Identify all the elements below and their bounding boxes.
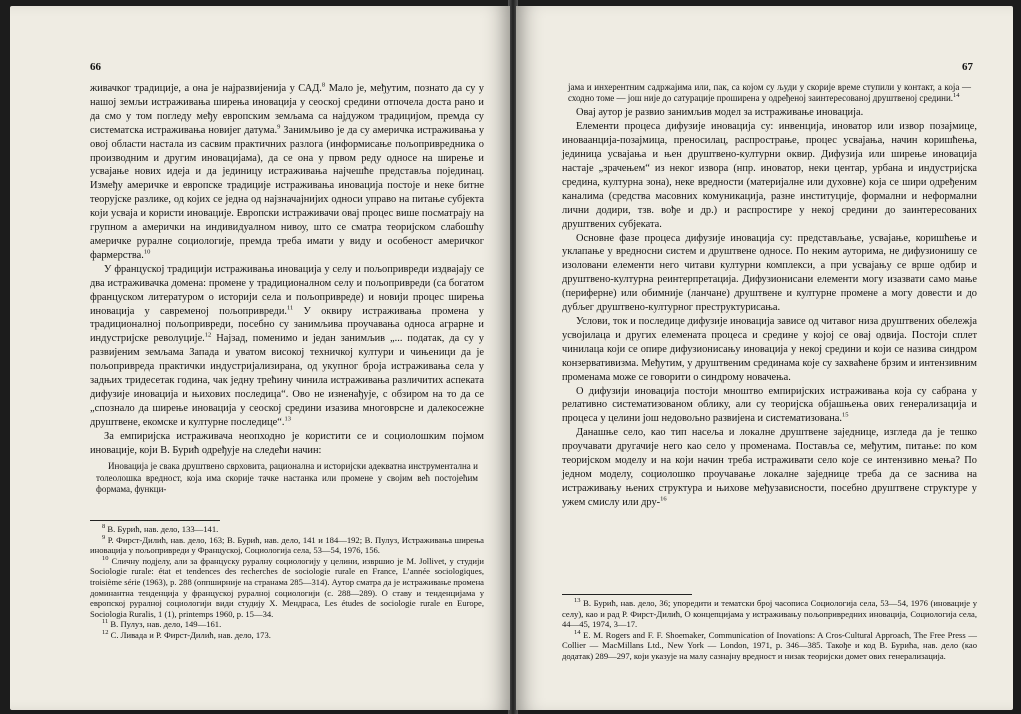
footnote-text: С. Ливада и Р. Фирст-Дилић, нав. дело, 173.: [110, 629, 271, 640]
text-run: У оквиру истраживања промена у традиционалној пољопривреди, посебно су занимљива проучавања односа аграрне и индустријске револуције.: [90, 305, 484, 345]
paragraph: [90, 263, 484, 430]
footnote-text: В. Пулуз, нав. дело, 149—161.: [110, 619, 222, 630]
footnote-text: В. Бурић, нав. дело, 133—141.: [107, 524, 219, 534]
footnote: [90, 535, 484, 556]
footnote-ref: 8: [321, 81, 326, 89]
footnote: [562, 630, 977, 662]
block-quote: [90, 461, 484, 495]
footnote-ref: 16: [660, 495, 667, 503]
footnote-ref: 9: [277, 123, 281, 131]
paragraph: Основне фазе процеса дифузије иновација су: представљање, усвајање, коришћење и уклапање у вредносни систем и друштвене односе. По неким ауторима, не дифузионишу се изоловани елементи него читави културни комплекси, а при усвајању се врше одбир и друштвено-културна реинтерпретација. Дифузионисани елементи могу изазвати само мање (периферне) или обимније (ланчане) друштвене и културне промене а могу довести и до дубљег друштвено-културног преструктурисања.: [562, 232, 977, 314]
paragraph: Елементи процеса дифузије иновација су: инвенција, иноватор или извор позајмице, иноваанција-позајмица, преносилац, распрострање, процес усвајања, начин коришћења, јединица усвајања и њен друштвено-културни оквир. Дифузија или ширење иновација настаје „зрачењем“ из неког извора (нпр. иноватор, неки центар, урбана и индустријска средина, културна зона), неке вредности (материјалне или духовне) која се шири одређеним каналима (средства масовних комуникација, разне институције, формални и неформални лични додири, тзв. вође и др.) и распростире у некој средини до заинтересованих друштвених субјеката.: [562, 121, 977, 230]
paragraph: [90, 82, 484, 263]
footnote: [90, 619, 484, 630]
left-page: [10, 6, 510, 710]
footnote-number: 12: [102, 629, 109, 637]
block-quote-continued: [562, 82, 977, 104]
footnote-ref: 12: [204, 331, 212, 339]
right-footnotes: [562, 598, 977, 662]
footnote-ref: 15: [841, 411, 849, 419]
paragraph: [562, 385, 977, 427]
page-number: 66: [90, 61, 101, 73]
footnote-ref: 11: [286, 304, 294, 312]
footnote-number: 13: [574, 597, 581, 605]
text-run: Занимљиво је да су америчка истраживања у овој области настала из сасвим практичних разлога (информисање пољопривредника о производним и другим иновацијама), да се она у првом реду односе на ширење и усвајање нових идеја и да јединицу истраживања најчешће представља појединац. Између америчке и европске традиције истраживања иновација постоје и неке битне теорујске разлике, од којих се једна од најзначајнијих односи управо на питање субјекта који усваја и користи иновације. Европски истраживачи овај процес више посматрају на групном а амерички на индивидуалном нивоу, што се сматра теоријском слабошћу америчке руралне социологије, премда треба имати у виду и особеност америчког фармерства.: [90, 124, 485, 261]
footnote-rule: [562, 594, 692, 595]
footnote: [90, 630, 484, 641]
paragraph: За емпиријска истраживача неопходно је користити се и социолошким појмом иновације, који В. Бурић одређује на следећи начин:: [90, 430, 484, 456]
paragraph: Услови, ток и последице дифузије иновација зависе од читавог низа друштвених обележја усвојилаца и других елемената процеса и средине у којој се овај одвија. Постоји сплет чинилаца који се опире дифузионисању иновација у некој средини и који се назива синдром конзервативизма. Међутим, у друштвеним срединама које су захваћене брзим и интензивним променама може се говорити о синдрому новачења.: [562, 316, 977, 383]
footnote-number: 8: [102, 523, 106, 531]
text-run: О дифузији иновација постоји мноштво емпиријских истраживања која су сабрана у релативно систематизованом облику, али су теоријска објашњења ових генерализација и процеса у целини још недовољно развијена и систематизована.: [562, 385, 977, 425]
footnote-text: E. M. Rogers and F. F. Shoemaker, Communication of Inovations: A Cros-Cultural Approach, The Free Press — Collier — MacMillans Ltd., New York — London, 1971, p. 346—385. Такође и код В. Бурића, нав. дело (као додатак) 289—297, који указује на малу сазнајну вредност и низак теоријски домет ових генерализација.: [562, 629, 977, 661]
footnote-number: 11: [102, 618, 109, 626]
right-page: [516, 6, 1013, 710]
footnote-number: 9: [102, 533, 106, 541]
text-run: Најзад, поменимо и један занимљив „... податак, да су у развијеним земљама Запада и уватом високој техничкој култури и чињеници да је пољопривреда практички индустријализирана, од укупног броја истраживања села у задњих тридесетак година, чак једну трећину чинила истраживања различитих аспеката дифузије иновација и њихових последица“. Ово не изненађује, с обзиром на то да се „спознало да ширење иновација у сеоској средини изазива многоврсне и далекосежне друштвене, екомске и културне послeдице“.: [90, 333, 484, 428]
quote-text: [568, 82, 971, 104]
text-run: Данашње село, као тип насеља и локалне друштвене заједнице, изгледа да је тешко проучавати другачије него као село у променама. Поставља се, међутим, питање: по ком теоријском моделу и на који начин треба истраживати село које се интензивно мења? По једном моделу, социолошко проучавање локалне заједнице треба да се заснива на истраживању њених структура и њихове међузависности, посебно друштвене структуре у ужем смислу или дру-: [562, 427, 977, 508]
text-run: живачког традиције, а она је најразвијенија у САД.: [90, 83, 322, 94]
quote-text: Иновација је свака друштвено сврховита, рационална и историјски адекватна инструментална и толеолошка вредност, која има скорије тачке настанка или промене у својим већ постојећим формама, функци-: [96, 461, 478, 494]
left-body-text: [90, 82, 484, 497]
footnote-number: 14: [574, 628, 581, 636]
footnote-text: В. Бурић, нав. дело, 36; упоредити и тематски број часописа Социологија села, 53—54, 1976 (иновације у селу), као и рад Р. Фирст-Дилић, О концепцијама у истраживању пољопривредних иновација, Социологија села, 44—45, 1974, 3—17.: [562, 598, 977, 630]
footnote-text: Р. Фирст-Дилић, нав. дело, 163; В. Бурић, нав. дело, 141 и 184—192; В. Пулуз, Истраживања ширења иновација у пољопривреди у Француској, Социологија села, 53—54, 1976, 156.: [90, 534, 484, 556]
paragraph: [562, 426, 977, 509]
text-run: Мало је, међутим, познато да су у нашој земљи истраживања ширења иновација у сеоској средини отпочела доста рано и да смо у том погледу међу европским земљама са најдужом традицијом, премда су систематска истраживања новијег датума.: [90, 83, 485, 136]
footnote-ref: 14: [953, 92, 960, 100]
footnote-ref: 13: [284, 415, 291, 423]
footnote-ref: 10: [143, 248, 151, 256]
footnote-number: 10: [102, 554, 109, 562]
footnote: [90, 524, 484, 535]
footnote: [90, 556, 484, 620]
text-run: јама и инхерентним садржајима или, пак, са којом су људи у скорије време ступили у контакт, а која — сходно томе — још није до сатурације проширена у одређеној заинтересованој друштвеној средини.: [568, 82, 971, 104]
page-number: 67: [962, 61, 973, 73]
paragraph: Овај аутор је развио занимљив модел за истраживање иновација.: [576, 107, 864, 119]
right-body-text: [562, 82, 977, 510]
text-run: У француској традицији истраживања иновација у селу и пољопривреди издвајају се два истраживачка домена: промене у традиционалном селу и пољопривреди (са богатом француском литературом о историји села и пољопривреде) и новији процес ширења иновација у савременој пољопривреди.: [90, 263, 484, 317]
left-footnotes: [90, 524, 484, 641]
footnote-rule: [90, 520, 220, 521]
footnote: [562, 598, 977, 630]
footnote-text: Сличну подјелу, али за француску руралну социологију у целини, извршио је M. Jollivet, у студији Sociologie rurale: état et tendences des recherches de sociologie rurale en France, L’année sociologiques, troisième série (1963), p. 288 (оппширније на странама 285—314). Аутор сматра да је истраживање промена доминантна тенденција у француској руралној социологији (с. 288—289). О ставу и тенденцијама у европској руралној социологији види студију Х. Мендраса, Les études de sociologie rurale en Europe, Sociologia Ruralis, 1 (1), printemps 1960, p. 15—34.: [90, 555, 484, 619]
